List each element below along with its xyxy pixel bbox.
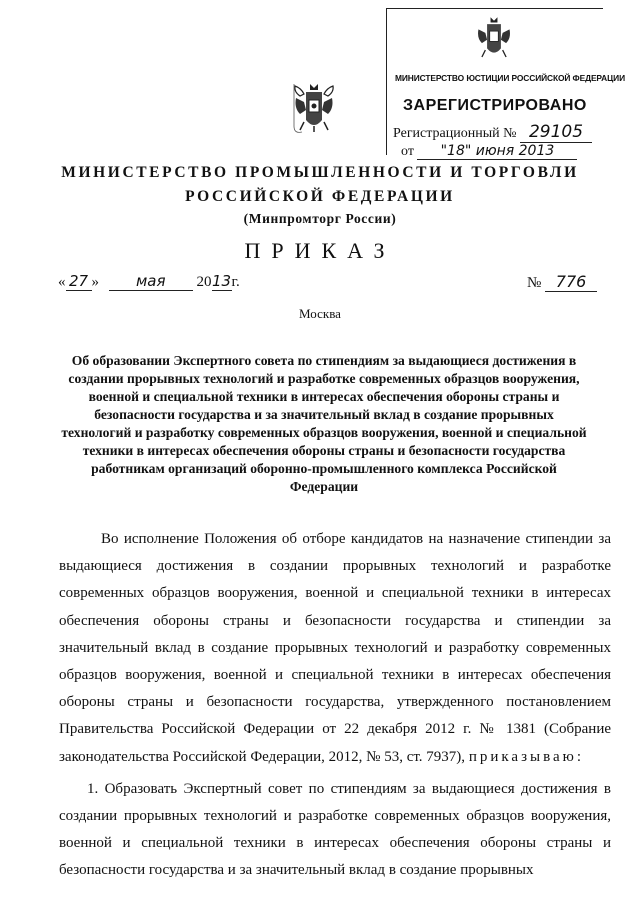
stamp-reg-label: Регистрационный № (393, 126, 517, 141)
order-year-suffix: 13 (211, 272, 232, 290)
stamp-ministry: МИНИСТЕРСТВО ЮСТИЦИИ РОССИЙСКОЙ ФЕДЕРАЦИИ (395, 73, 625, 83)
date-open-quote: « (58, 274, 66, 290)
stamp-reg-date: "18" июня 2013 (417, 143, 577, 160)
body-paragraph-1-text: Во исполнение Положения об отборе кандидатов на назначение стипендии за выдающиеся достижения в создании прорывных технологий и разработке современных образцов вооружения, военной и специальной техники в интересах обеспечения обороны страны и безопасности государства и стипендии за значительный вклад в создание прорывных технологий и разработку современных образцов вооружения, военной и специальной техники в интересах обеспечения обороны страны и безопасности государства, утвержденного постановлением Правительства Российской Федерации от 22 декабря 2012 г. № 1381 (Собрание законодательства Российской Федерации, 2012, № 53, ст. 7937), (59, 531, 611, 765)
order-city: Москва (299, 306, 341, 321)
stamp-reg-number: 29105 (520, 122, 592, 143)
coat-of-arms-icon (292, 82, 336, 134)
order-title: ПРИКАЗ (244, 238, 396, 263)
body-paragraph-2: 1. Образовать Экспертный совет по стипендиям за выдающиеся достижения в создании прорывных технологий и разработке современных образцов вооружения, военной и специальной техники в интересах обеспечения обороны страны и безопасности государства и за значительный вклад в создание прорывных (59, 780, 611, 879)
federation-title: РОССИЙСКОЙ ФЕДЕРАЦИИ (185, 188, 455, 205)
stamp-date-line (401, 143, 577, 160)
order-number-value: 776 (545, 272, 597, 292)
order-directive: приказываю: (468, 748, 585, 765)
date-close-quote: » (91, 274, 99, 290)
order-year-unit: г. (231, 274, 240, 290)
order-subject: Об образовании Экспертного совета по стипендиям за выдающиеся достижения в создании прорывных технологий и разработке современных образцов вооружения, военной и специальной техники в интересах обеспечения обороны страны и безопасности государства и за значительный вклад в создание прорывных технологий и разработку современных образцов вооружения, военной и специальной техники в интересах обеспечения обороны страны и безопасности государства работникам организаций оборонно-промышленного комплекса Российской Федерации (61, 353, 587, 494)
order-number-label: № (527, 275, 542, 291)
registration-stamp (386, 8, 625, 159)
stamp-reg-line (393, 122, 592, 143)
stamp-registered-label: ЗАРЕГИСТРИРОВАНО (403, 97, 587, 114)
body-paragraph-1 (59, 526, 611, 771)
order-number (527, 272, 597, 292)
order-body (59, 526, 611, 885)
order-day: 27 (66, 272, 92, 291)
order-date (58, 272, 240, 291)
order-month: мая (109, 272, 193, 291)
stamp-from-label: от (401, 144, 414, 159)
ministry-short-name: (Минпромторг России) (243, 211, 397, 226)
order-year-prefix: 20 (196, 274, 212, 290)
ministry-title: МИНИСТЕРСТВО ПРОМЫШЛЕННОСТИ И ТОРГОВЛИ (61, 164, 579, 181)
stamp-coat-of-arms-icon (475, 15, 513, 61)
